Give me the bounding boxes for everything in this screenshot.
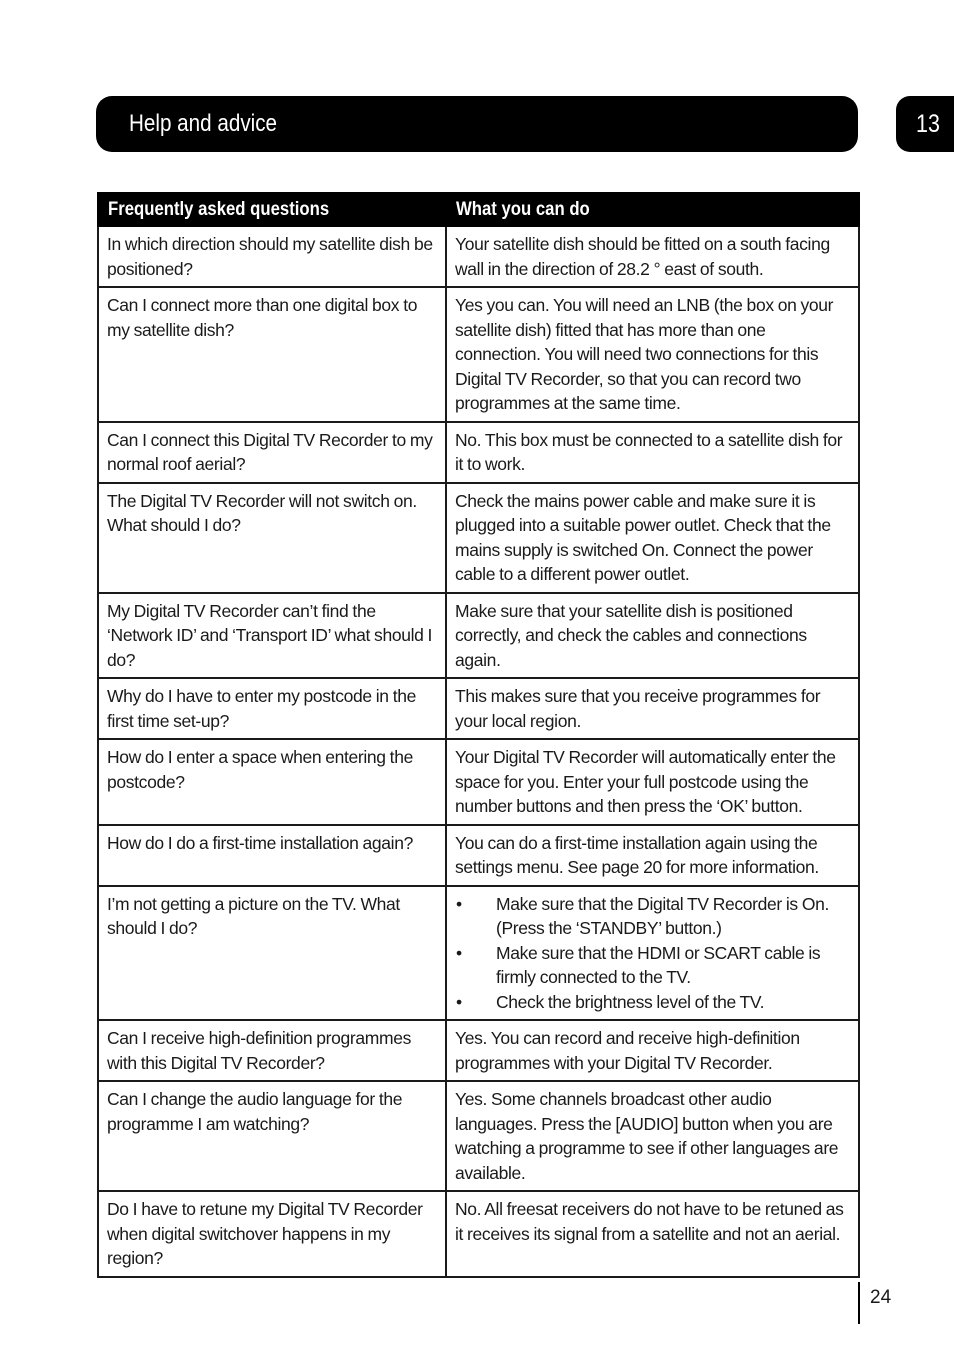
table-row — [98, 1191, 859, 1277]
table-row — [98, 1020, 859, 1081]
question-cell: In which direction should my satellite dish be positioned? — [98, 226, 446, 287]
table-row — [98, 678, 859, 739]
list-item: • Check the brightness level of the TV. — [455, 990, 852, 1015]
table-row — [98, 226, 859, 287]
answer-cell: No. This box must be connected to a satellite dish for it to work. — [446, 422, 859, 483]
bullet-list — [455, 892, 852, 1015]
answer-cell: Yes you can. You will need an LNB (the box on your satellite dish) fitted that has more than one connection. You will need two connections for this Digital TV Recorder, so that you can record two programmes at the same time. — [446, 287, 859, 422]
answer-cell: This makes sure that you receive programmes for your local region. — [446, 678, 859, 739]
question-cell: I’m not getting a picture on the TV. What should I do? — [98, 886, 446, 1021]
question-cell: How do I enter a space when entering the postcode? — [98, 739, 446, 825]
table-row — [98, 422, 859, 483]
table-header-row — [98, 193, 859, 226]
answer-cell: Check the mains power cable and make sure it is plugged into a suitable power outlet. Check that the mains supply is switched On. Connect the power cable to a different power outlet. — [446, 483, 859, 593]
question-cell: The Digital TV Recorder will not switch on. What should I do? — [98, 483, 446, 593]
column-header-questions: Frequently asked questions — [98, 193, 446, 226]
answer-cell: Yes. You can record and receive high-definition programmes with your Digital TV Recorder. — [446, 1020, 859, 1081]
question-cell: Why do I have to enter my postcode in the first time set-up? — [98, 678, 446, 739]
table-row — [98, 1081, 859, 1191]
footer-divider — [858, 1282, 860, 1324]
table-row — [98, 739, 859, 825]
chapter-tab — [896, 96, 954, 152]
section-header-bar — [96, 96, 858, 152]
section-title: Help and advice — [129, 110, 278, 137]
table-row — [98, 886, 859, 1021]
table-row — [98, 483, 859, 593]
answer-cell: Make sure that your satellite dish is positioned correctly, and check the cables and connections again. — [446, 593, 859, 679]
answer-cell: You can do a first-time installation again using the settings menu. See page 20 for more information. — [446, 825, 859, 886]
answer-cell: No. All freesat receivers do not have to be retuned as it receives its signal from a satellite and not an aerial. — [446, 1191, 859, 1277]
table-row — [98, 825, 859, 886]
page-number: 24 — [870, 1287, 892, 1308]
question-cell: Can I receive high-definition programmes with this Digital TV Recorder? — [98, 1020, 446, 1081]
answer-cell — [446, 886, 859, 1021]
bullet-icon: • — [456, 893, 462, 914]
bullet-icon: • — [456, 991, 462, 1012]
answer-cell: Your satellite dish should be fitted on a south facing wall in the direction of 28.2 ° east of south. — [446, 226, 859, 287]
question-cell: Do I have to retune my Digital TV Recorder when digital switchover happens in my region? — [98, 1191, 446, 1277]
answer-cell: Your Digital TV Recorder will automatically enter the space for you. Enter your full postcode using the number buttons and then press the ‘OK’ button. — [446, 739, 859, 825]
chapter-number: 13 — [916, 109, 940, 138]
column-header-answers: What you can do — [446, 193, 859, 226]
list-item: • Make sure that the Digital TV Recorder is On. (Press the ‘STANDBY’ button.) — [456, 893, 829, 938]
list-item: • Make sure that the HDMI or SCART cable is firmly connected to the TV. — [456, 942, 821, 987]
question-cell: How do I do a first-time installation again? — [98, 825, 446, 886]
answer-cell: Yes. Some channels broadcast other audio languages. Press the [AUDIO] button when you are watching a programme to see if other languages are available. — [446, 1081, 859, 1191]
faq-table — [97, 192, 860, 1278]
question-cell: My Digital TV Recorder can’t find the ‘Network ID’ and ‘Transport ID’ what should I do? — [98, 593, 446, 679]
question-cell: Can I change the audio language for the programme I am watching? — [98, 1081, 446, 1191]
table-row — [98, 287, 859, 422]
question-cell: Can I connect this Digital TV Recorder to my normal roof aerial? — [98, 422, 446, 483]
table-row — [98, 593, 859, 679]
question-cell: Can I connect more than one digital box to my satellite dish? — [98, 287, 446, 422]
bullet-icon: • — [456, 942, 462, 963]
